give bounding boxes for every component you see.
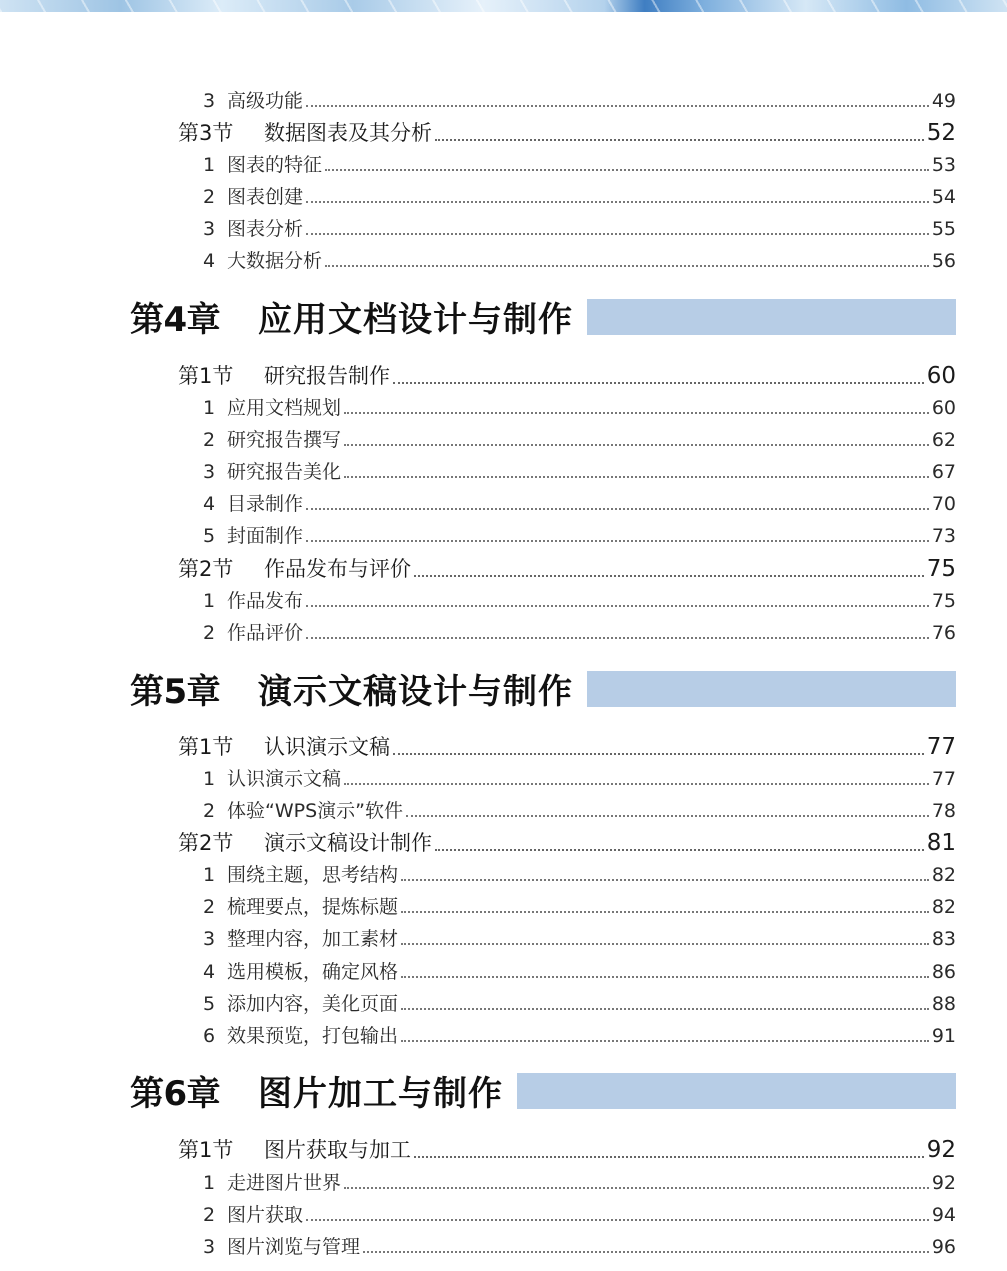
dot-leader xyxy=(306,604,929,607)
toc-item[interactable] xyxy=(203,521,956,548)
toc-item-number: 1 xyxy=(203,1172,216,1194)
section-number: 第3节 xyxy=(178,121,234,145)
toc-item-title: 大数据分析 xyxy=(227,250,323,272)
toc-item-page: 55 xyxy=(931,218,956,240)
dot-leader xyxy=(344,411,929,414)
toc-item[interactable] xyxy=(203,1021,956,1048)
toc-item[interactable] xyxy=(203,489,956,516)
toc-item[interactable] xyxy=(203,796,956,823)
section-page: 60 xyxy=(926,363,956,389)
dot-leader xyxy=(363,1250,929,1253)
section-title: 认识演示文稿 xyxy=(264,735,390,759)
dot-leader xyxy=(306,1218,929,1221)
dot-leader xyxy=(414,574,924,577)
toc-item[interactable] xyxy=(203,892,956,919)
toc-item-page: 83 xyxy=(931,928,956,950)
toc-item[interactable] xyxy=(203,957,956,984)
toc-item[interactable] xyxy=(203,1200,956,1227)
toc-item-title: 图表创建 xyxy=(227,186,304,208)
toc-item-number: 3 xyxy=(203,218,216,240)
toc-item-number: 1 xyxy=(203,154,216,176)
toc-item-number: 2 xyxy=(203,1204,216,1226)
toc-item-title: 目录制作 xyxy=(227,493,304,515)
toc-item-number: 2 xyxy=(203,429,216,451)
toc-item-title: 图表的特征 xyxy=(227,154,323,176)
toc-item-page: 82 xyxy=(931,896,956,918)
dot-leader xyxy=(401,1007,929,1010)
section-number: 第1节 xyxy=(178,735,234,759)
dot-leader xyxy=(306,539,929,542)
toc-item-title: 添加内容，美化页面 xyxy=(227,993,399,1015)
toc-item-title: 选用模板，确定风格 xyxy=(227,961,399,983)
dot-leader xyxy=(401,975,929,978)
dot-leader xyxy=(406,814,929,817)
toc-section[interactable] xyxy=(178,731,956,761)
toc-item-title: 图片获取 xyxy=(227,1204,304,1226)
toc-item[interactable] xyxy=(203,924,956,951)
toc-item-number: 4 xyxy=(203,961,216,983)
toc-item-page: 49 xyxy=(931,90,956,112)
toc-section[interactable] xyxy=(178,827,956,857)
toc-item[interactable] xyxy=(203,764,956,791)
dot-leader xyxy=(344,1186,929,1189)
toc-item[interactable] xyxy=(203,1232,956,1259)
section-number: 第1节 xyxy=(178,364,234,388)
toc-item[interactable] xyxy=(203,150,956,177)
chapter-heading[interactable] xyxy=(130,664,956,713)
toc-item[interactable] xyxy=(203,393,956,420)
toc-item-number: 5 xyxy=(203,525,216,547)
chapter-title: 图片加工与制作 xyxy=(258,1074,503,1114)
toc-item-number: 1 xyxy=(203,864,216,886)
toc-item[interactable] xyxy=(203,457,956,484)
toc-item-title: 图片浏览与管理 xyxy=(227,1236,361,1258)
chapter-title-bar xyxy=(517,1073,956,1109)
dot-leader xyxy=(435,138,924,141)
toc-item-title: 认识演示文稿 xyxy=(227,768,342,790)
toc-item-number: 4 xyxy=(203,493,216,515)
toc-item-page: 86 xyxy=(931,961,956,983)
dot-leader xyxy=(344,443,929,446)
section-title: 演示文稿设计制作 xyxy=(264,831,432,855)
section-page: 75 xyxy=(926,556,956,582)
toc-item-number: 2 xyxy=(203,622,216,644)
chapter-title-bar xyxy=(587,299,956,335)
toc-item-number: 2 xyxy=(203,186,216,208)
section-number: 第1节 xyxy=(178,1138,234,1162)
toc-item-title: 封面制作 xyxy=(227,525,304,547)
dot-leader xyxy=(401,910,929,913)
toc-item[interactable] xyxy=(203,214,956,241)
section-page: 77 xyxy=(926,734,956,760)
toc-item-page: 88 xyxy=(931,993,956,1015)
toc-item-page: 62 xyxy=(931,429,956,451)
chapter-title-bar xyxy=(587,671,956,707)
toc-item-page: 70 xyxy=(931,493,956,515)
toc-item-title: 作品发布 xyxy=(227,590,304,612)
toc-item-title: 作品评价 xyxy=(227,622,304,644)
dot-leader xyxy=(344,782,929,785)
toc-item[interactable] xyxy=(203,246,956,273)
toc-item-title: 梳理要点，提炼标题 xyxy=(227,896,399,918)
toc-section[interactable] xyxy=(178,117,956,147)
toc-item-page: 54 xyxy=(931,186,956,208)
section-title: 研究报告制作 xyxy=(264,364,390,388)
toc-item-page: 91 xyxy=(931,1025,956,1047)
chapter-title: 应用文档设计与制作 xyxy=(258,300,573,340)
toc-item-page: 56 xyxy=(931,250,956,272)
toc-item-number: 3 xyxy=(203,461,216,483)
section-title: 作品发布与评价 xyxy=(264,557,411,581)
toc-item-title: 图表分析 xyxy=(227,218,304,240)
dot-leader xyxy=(306,232,929,235)
dot-leader xyxy=(401,1039,929,1042)
toc-item-title: 效果预览，打包输出 xyxy=(227,1025,399,1047)
toc-item[interactable] xyxy=(203,182,956,209)
toc-item-title: 应用文档规划 xyxy=(227,397,342,419)
toc-item-number: 2 xyxy=(203,800,216,822)
toc-item-page: 73 xyxy=(931,525,956,547)
toc-item[interactable] xyxy=(203,618,956,645)
toc-item-number: 6 xyxy=(203,1025,216,1047)
toc-section[interactable] xyxy=(178,360,956,390)
chapter-heading[interactable] xyxy=(130,292,956,341)
toc-item-title: 研究报告美化 xyxy=(227,461,342,483)
toc-section[interactable] xyxy=(178,1134,956,1164)
toc-item[interactable] xyxy=(203,425,956,452)
toc-item-page: 78 xyxy=(931,800,956,822)
toc-item-page: 77 xyxy=(931,768,956,790)
toc-item-page: 76 xyxy=(931,622,956,644)
toc-item-title: 整理内容，加工素材 xyxy=(227,928,399,950)
dot-leader xyxy=(306,636,929,639)
toc-item-number: 3 xyxy=(203,90,216,112)
toc-item-number: 3 xyxy=(203,1236,216,1258)
toc-item-page: 60 xyxy=(931,397,956,419)
toc-item-title: 走进图片世界 xyxy=(227,1172,342,1194)
toc-item-page: 75 xyxy=(931,590,956,612)
dot-leader xyxy=(306,507,929,510)
toc-item-number: 5 xyxy=(203,993,216,1015)
section-title: 图片获取与加工 xyxy=(264,1138,411,1162)
toc-item-page: 82 xyxy=(931,864,956,886)
dot-leader xyxy=(401,878,929,881)
toc-item[interactable] xyxy=(203,86,956,113)
dot-leader xyxy=(325,264,929,267)
toc-item-page: 94 xyxy=(931,1204,956,1226)
dot-leader xyxy=(414,1155,924,1158)
section-title: 数据图表及其分析 xyxy=(264,121,432,145)
toc-item-page: 67 xyxy=(931,461,956,483)
section-number: 第2节 xyxy=(178,831,234,855)
toc-item-number: 2 xyxy=(203,896,216,918)
dot-leader xyxy=(393,381,924,384)
dot-leader xyxy=(325,168,929,171)
dot-leader xyxy=(344,475,929,478)
chapter-number: 第5章 xyxy=(130,672,221,712)
toc-item-title: 高级功能 xyxy=(227,90,304,112)
toc-item-number: 1 xyxy=(203,590,216,612)
chapter-heading[interactable] xyxy=(130,1066,956,1115)
chapter-number: 第4章 xyxy=(130,300,221,340)
dot-leader xyxy=(306,200,929,203)
toc-item-page: 96 xyxy=(931,1236,956,1258)
toc-item-title: 围绕主题，思考结构 xyxy=(227,864,399,886)
section-page: 52 xyxy=(926,120,956,146)
dot-leader xyxy=(393,752,924,755)
toc-item-title: 体验“WPS演示”软件 xyxy=(227,800,403,822)
toc-section[interactable] xyxy=(178,553,956,583)
chapter-number: 第6章 xyxy=(130,1074,221,1114)
toc-item[interactable] xyxy=(203,1168,956,1195)
dot-leader xyxy=(435,848,924,851)
toc-item-title: 研究报告撰写 xyxy=(227,429,342,451)
section-page: 92 xyxy=(926,1137,956,1163)
toc-item[interactable] xyxy=(203,860,956,887)
chapter-title: 演示文稿设计与制作 xyxy=(258,672,573,712)
toc-item-number: 1 xyxy=(203,397,216,419)
dot-leader xyxy=(401,942,929,945)
section-number: 第2节 xyxy=(178,557,234,581)
toc-item-number: 3 xyxy=(203,928,216,950)
toc-item-number: 1 xyxy=(203,768,216,790)
toc-item-page: 92 xyxy=(931,1172,956,1194)
toc-item[interactable] xyxy=(203,989,956,1016)
toc-item-number: 4 xyxy=(203,250,216,272)
toc-item-page: 53 xyxy=(931,154,956,176)
toc-item[interactable] xyxy=(203,586,956,613)
section-page: 81 xyxy=(926,830,956,856)
dot-leader xyxy=(306,104,929,107)
